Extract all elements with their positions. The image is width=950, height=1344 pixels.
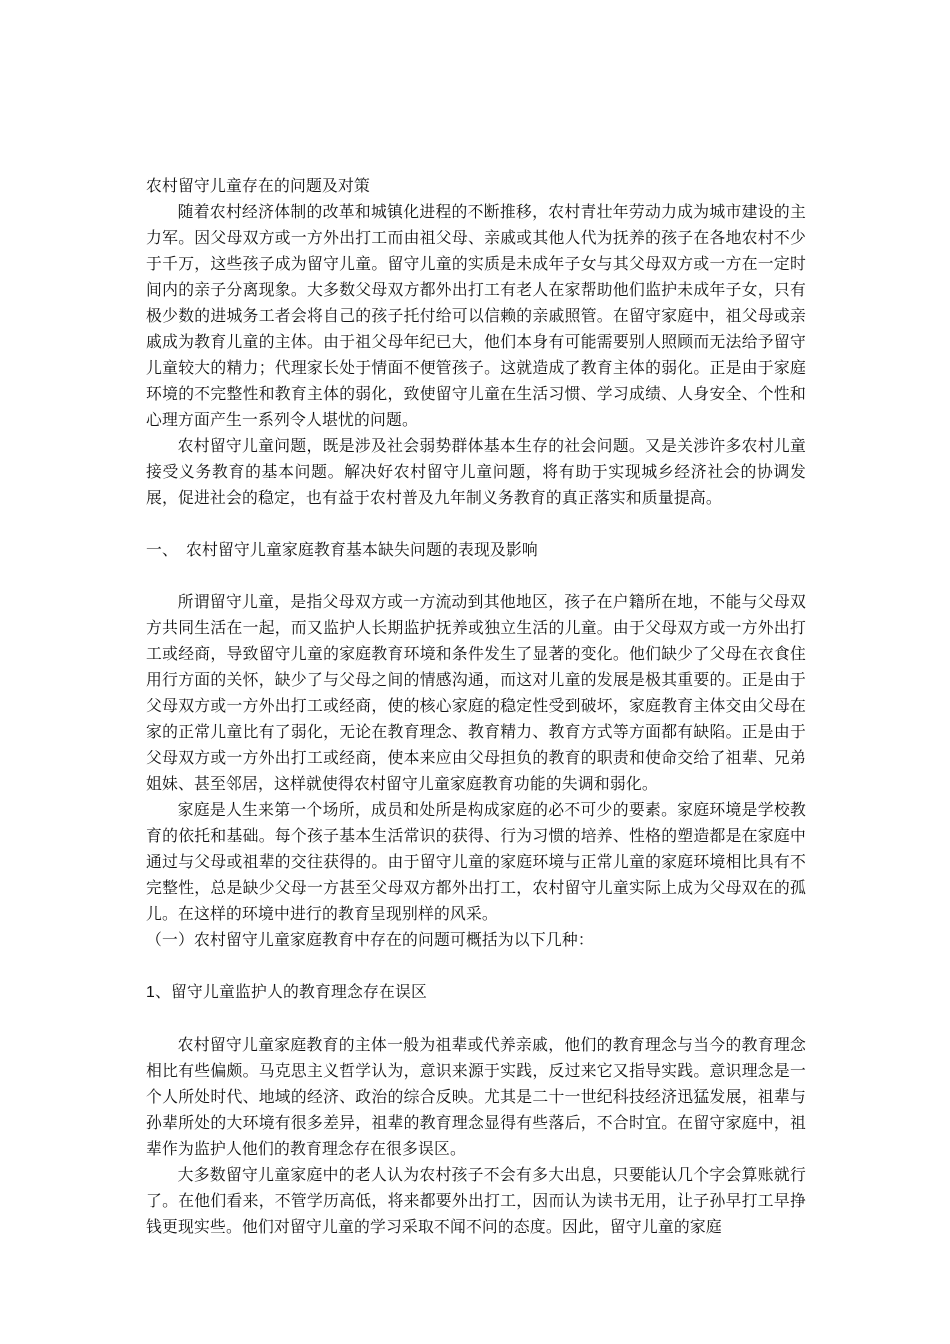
item-1-paragraph-2: 大多数留守儿童家庭中的老人认为农村孩子不会有多大出息，只要能认几个字会算账就行了。在他们看来，不管学历高低，将来都要外出打工，因而认为读书无用，让子孙早打工早挣钱更现实些。他们对留守儿童的学习采取不闻不问的态度。因此，留守儿童的家庭 bbox=[146, 1165, 806, 1236]
section-1-paragraph-2: 家庭是人生来第一个场所，成员和处所是构成家庭的必不可少的要素。家庭环境是学校教育的依托和基础。每个孩子基本生活常识的获得、行为习惯的培养、性格的塑造都是在家庭中通过与父母或祖辈的交往获得的。由于留守儿童的家庭环境与正常儿童的家庭环境相比具有不完整性，总是缺少父母一方甚至父母双方都外出打工，农村留守儿童实际上成为父母双在的孤儿。在这样的环境中进行的教育呈现别样的风采。 bbox=[146, 800, 806, 923]
blank-line bbox=[146, 1006, 806, 1032]
document-body bbox=[146, 173, 806, 1240]
document-title: 农村留守儿童存在的问题及对策 bbox=[146, 176, 370, 195]
blank-line bbox=[146, 563, 806, 589]
item-1-paragraph-1: 农村留守儿童家庭教育的主体一般为祖辈或代养亲戚，他们的教育理念与当今的教育理念相比有些偏颇。马克思主义哲学认为，意识来源于实践，反过来它又指导实践。意识理念是一个人所处时代、地域的经济、政治的综合反映。尤其是二十一世纪科技经济迅猛发展，祖辈与孙辈所处的大环境有很多差异，祖辈的教育理念显得有些落后，不合时宜。在留守家庭中，祖辈作为监护人他们的教育理念存在很多误区。 bbox=[146, 1035, 806, 1158]
item-1-title: 留守儿童监护人的教育理念存在误区 bbox=[171, 982, 427, 1001]
section-1-paragraph-1: 所谓留守儿童，是指父母双方或一方流动到其他地区，孩子在户籍所在地，不能与父母双方共同生活在一起，而又监护人长期监护抚养或独立生活的儿童。由于父母双方或一方外出打工或经商，导致留守儿童的家庭教育环境和条件发生了显著的变化。他们缺少了父母在衣食住用行方面的关怀，缺少了与父母之间的情感沟通，而这对儿童的发展是极其重要的。正是由于父母双方或一方外出打工或经商，使的核心家庭的稳定性受到破坏，家庭教育主体交由父母在家的正常儿童比有了弱化，无论在教育理念、教育精力、教育方式等方面都有缺陷。正是由于父母双方或一方外出打工或经商，使本来应由父母担负的教育的职责和使命交给了祖辈、兄弟姐妹、甚至邻居，这样就使得农村留守儿童家庭教育功能的失调和弱化。 bbox=[146, 592, 806, 793]
blank-line bbox=[146, 953, 806, 979]
item-1-heading bbox=[146, 979, 806, 1006]
intro-paragraph-2: 农村留守儿童问题，既是涉及社会弱势群体基本生存的社会问题。又是关涉许多农村儿童接受义务教育的基本问题。解决好农村留守儿童问题，将有助于实现城乡经济社会的协调发展，促进社会的稳定，也有益于农村普及九年制义务教育的真正落实和质量提高。 bbox=[146, 436, 806, 507]
blank-line bbox=[146, 511, 806, 537]
item-1-number: 1 bbox=[146, 984, 155, 1001]
subsection-heading: （一）农村留守儿童家庭教育中存在的问题可概括为以下几种： bbox=[146, 930, 594, 949]
intro-paragraph-1: 随着农村经济体制的改革和城镇化进程的不断推移，农村青壮年劳动力成为城市建设的主力军。因父母双方或一方外出打工而由祖父母、亲戚或其他人代为抚养的孩子在各地农村不少于千万，这些孩子成为留守儿童。留守儿童的实质是未成年子女与其父母双方或一方在一定时间内的亲子分离现象。大多数父母双方都外出打工有老人在家帮助他们监护未成年子女，只有极少数的进城务工者会将自己的孩子托付给可以信赖的亲戚照管。在留守家庭中，祖父母或亲戚成为教育儿童的主体。由于祖父母年纪已大，他们本身有可能需要别人照顾而无法给予留守儿童较大的精力；代理家长处于情面不便管孩子。这就造成了教育主体的弱化。正是由于家庭环境的不完整性和教育主体的弱化，致使留守儿童在生活习惯、学习成绩、人身安全、个性和心理方面产生一系列令人堪忧的问题。 bbox=[146, 202, 806, 429]
item-1-separator: 、 bbox=[155, 982, 171, 1001]
section-1-number: 一、 bbox=[146, 540, 178, 559]
section-1-title: 农村留守儿童家庭教育基本缺失问题的表现及影响 bbox=[186, 540, 538, 559]
section-1-heading bbox=[146, 537, 806, 563]
